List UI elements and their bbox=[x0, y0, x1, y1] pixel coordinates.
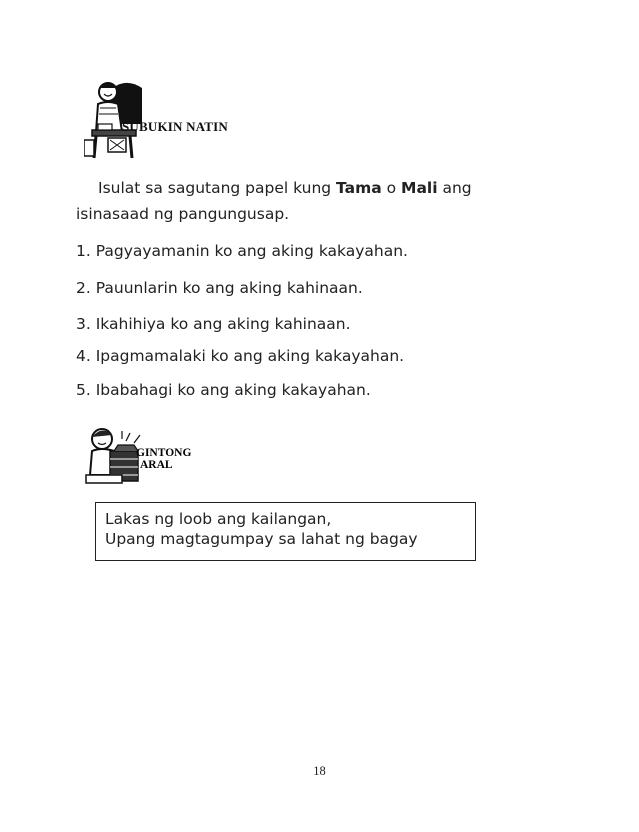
quote-line-2: Upang magtagumpay sa lahat ng bagay bbox=[105, 530, 418, 548]
child-with-books-icon bbox=[84, 425, 214, 490]
list-item-4: 4. Ipagmamalaki ko ang aking kakayahan. bbox=[76, 347, 405, 365]
quote-line-1: Lakas ng loob ang kailangan, bbox=[105, 510, 332, 528]
list-item-1: 1. Pagyayamanin ko ang aking kakayahan. bbox=[76, 242, 408, 260]
gintong-aral-title-line1: GINTONG bbox=[136, 447, 192, 459]
list-item-5: 5. Ibabahagi ko ang aking kakayahan. bbox=[76, 381, 371, 399]
list-item-2: 2. Pauunlarin ko ang aking kahinaan. bbox=[76, 279, 363, 297]
subukin-natin-title: SUBUKIN NATIN bbox=[122, 119, 229, 134]
mali-word: Mali bbox=[401, 179, 438, 197]
tama-word: Tama bbox=[336, 179, 382, 197]
gintong-aral-title-line2: ARAL bbox=[140, 459, 173, 471]
quote-box bbox=[95, 502, 476, 561]
gintong-aral-logo bbox=[84, 425, 214, 490]
list-item-3: 3. Ikahihiya ko ang aking kahinaan. bbox=[76, 315, 351, 333]
instruction-text: Isulat sa sagutang papel kung Tama o Mali ang isinasaad ng pangungusap. bbox=[76, 179, 472, 223]
page-number: 18 bbox=[313, 764, 326, 778]
